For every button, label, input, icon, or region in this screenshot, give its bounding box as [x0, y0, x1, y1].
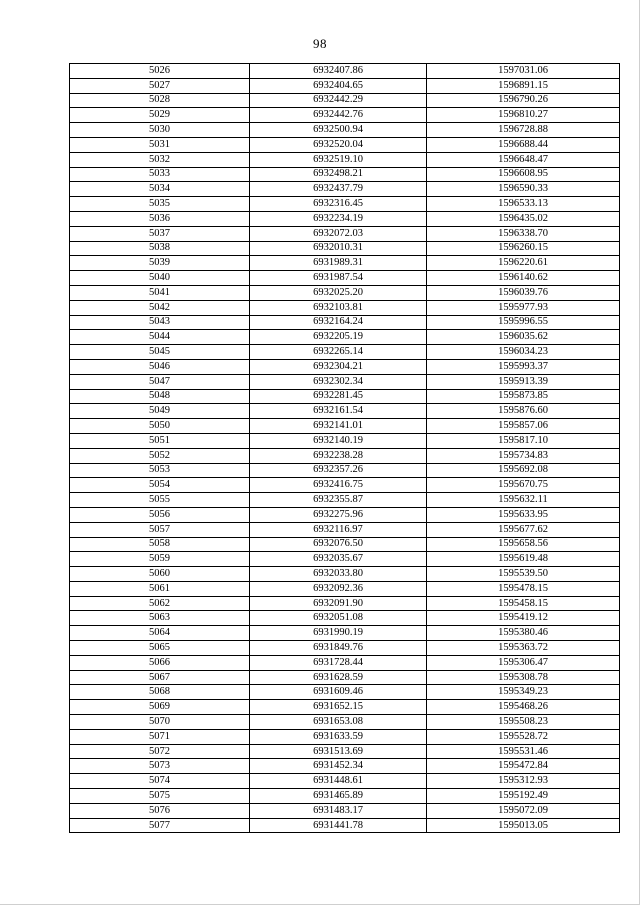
x-coordinate-cell: 6932010.31 [250, 241, 427, 256]
y-coordinate-cell: 1595539.50 [427, 567, 620, 582]
point-number-cell: 5051 [70, 433, 250, 448]
table-row [70, 715, 620, 730]
table-row [70, 404, 620, 419]
x-coordinate-cell: 6932092.36 [250, 581, 427, 596]
x-coordinate-cell: 6931448.61 [250, 774, 427, 789]
y-coordinate-cell: 1596608.95 [427, 167, 620, 182]
y-coordinate-cell: 1595677.62 [427, 522, 620, 537]
point-number-cell: 5033 [70, 167, 250, 182]
y-coordinate-cell: 1596140.62 [427, 271, 620, 286]
table-row [70, 759, 620, 774]
table-row [70, 359, 620, 374]
point-number-cell: 5054 [70, 478, 250, 493]
table-row [70, 641, 620, 656]
y-coordinate-cell: 1596688.44 [427, 137, 620, 152]
table-row [70, 700, 620, 715]
point-number-cell: 5042 [70, 300, 250, 315]
x-coordinate-cell: 6932275.96 [250, 507, 427, 522]
x-coordinate-cell: 6932035.67 [250, 552, 427, 567]
table-row [70, 463, 620, 478]
y-coordinate-cell: 1595913.39 [427, 374, 620, 389]
table-row [70, 507, 620, 522]
y-coordinate-cell: 1595857.06 [427, 419, 620, 434]
y-coordinate-cell: 1595312.93 [427, 774, 620, 789]
y-coordinate-cell: 1595977.93 [427, 300, 620, 315]
table-row [70, 226, 620, 241]
x-coordinate-cell: 6932116.97 [250, 522, 427, 537]
point-number-cell: 5030 [70, 123, 250, 138]
x-coordinate-cell: 6931609.46 [250, 685, 427, 700]
table-row [70, 93, 620, 108]
table-row [70, 655, 620, 670]
table-row [70, 670, 620, 685]
table-row [70, 182, 620, 197]
x-coordinate-cell: 6931452.34 [250, 759, 427, 774]
table-row [70, 448, 620, 463]
y-coordinate-cell: 1595192.49 [427, 789, 620, 804]
table-row [70, 64, 620, 79]
y-coordinate-cell: 1596728.88 [427, 123, 620, 138]
point-number-cell: 5038 [70, 241, 250, 256]
table-row [70, 596, 620, 611]
y-coordinate-cell: 1595349.23 [427, 685, 620, 700]
x-coordinate-cell: 6932304.21 [250, 359, 427, 374]
y-coordinate-cell: 1595419.12 [427, 611, 620, 626]
x-coordinate-cell: 6932355.87 [250, 493, 427, 508]
table-row [70, 123, 620, 138]
x-coordinate-cell: 6931652.15 [250, 700, 427, 715]
point-number-cell: 5034 [70, 182, 250, 197]
table-row [70, 330, 620, 345]
x-coordinate-cell: 6932519.10 [250, 152, 427, 167]
y-coordinate-cell: 1595528.72 [427, 729, 620, 744]
y-coordinate-cell: 1596810.27 [427, 108, 620, 123]
table-row [70, 300, 620, 315]
table-row [70, 478, 620, 493]
x-coordinate-cell: 6932076.50 [250, 537, 427, 552]
point-number-cell: 5048 [70, 389, 250, 404]
table-row [70, 493, 620, 508]
point-number-cell: 5032 [70, 152, 250, 167]
point-number-cell: 5040 [70, 271, 250, 286]
y-coordinate-cell: 1596590.33 [427, 182, 620, 197]
table-row [70, 818, 620, 833]
table-row [70, 774, 620, 789]
y-coordinate-cell: 1595670.75 [427, 478, 620, 493]
y-coordinate-cell: 1596220.61 [427, 256, 620, 271]
coordinates-table [69, 63, 620, 833]
point-number-cell: 5050 [70, 419, 250, 434]
table-row [70, 78, 620, 93]
table-row [70, 729, 620, 744]
table-row [70, 744, 620, 759]
table-row [70, 537, 620, 552]
y-coordinate-cell: 1595531.46 [427, 744, 620, 759]
x-coordinate-cell: 6931987.54 [250, 271, 427, 286]
point-number-cell: 5052 [70, 448, 250, 463]
y-coordinate-cell: 1596039.76 [427, 285, 620, 300]
point-number-cell: 5072 [70, 744, 250, 759]
y-coordinate-cell: 1595308.78 [427, 670, 620, 685]
y-coordinate-cell: 1595472.84 [427, 759, 620, 774]
x-coordinate-cell: 6932234.19 [250, 211, 427, 226]
point-number-cell: 5074 [70, 774, 250, 789]
table-row [70, 374, 620, 389]
x-coordinate-cell: 6931513.69 [250, 744, 427, 759]
y-coordinate-cell: 1595363.72 [427, 641, 620, 656]
x-coordinate-cell: 6932140.19 [250, 433, 427, 448]
table-row [70, 315, 620, 330]
x-coordinate-cell: 6932442.76 [250, 108, 427, 123]
x-coordinate-cell: 6931483.17 [250, 803, 427, 818]
point-number-cell: 5039 [70, 256, 250, 271]
table-row [70, 611, 620, 626]
y-coordinate-cell: 1595817.10 [427, 433, 620, 448]
point-number-cell: 5077 [70, 818, 250, 833]
y-coordinate-cell: 1597031.06 [427, 64, 620, 79]
point-number-cell: 5027 [70, 78, 250, 93]
table-row [70, 285, 620, 300]
x-coordinate-cell: 6931465.89 [250, 789, 427, 804]
x-coordinate-cell: 6932281.45 [250, 389, 427, 404]
y-coordinate-cell: 1596035.62 [427, 330, 620, 345]
point-number-cell: 5044 [70, 330, 250, 345]
y-coordinate-cell: 1595632.11 [427, 493, 620, 508]
table-row [70, 789, 620, 804]
y-coordinate-cell: 1595478.15 [427, 581, 620, 596]
y-coordinate-cell: 1596648.47 [427, 152, 620, 167]
coordinates-table-body [70, 64, 620, 833]
x-coordinate-cell: 6931633.59 [250, 729, 427, 744]
point-number-cell: 5026 [70, 64, 250, 79]
point-number-cell: 5037 [70, 226, 250, 241]
x-coordinate-cell: 6932033.80 [250, 567, 427, 582]
y-coordinate-cell: 1596533.13 [427, 197, 620, 212]
table-row [70, 167, 620, 182]
point-number-cell: 5065 [70, 641, 250, 656]
point-number-cell: 5061 [70, 581, 250, 596]
point-number-cell: 5067 [70, 670, 250, 685]
y-coordinate-cell: 1595619.48 [427, 552, 620, 567]
x-coordinate-cell: 6932205.19 [250, 330, 427, 345]
table-row [70, 581, 620, 596]
x-coordinate-cell: 6932141.01 [250, 419, 427, 434]
y-coordinate-cell: 1595508.23 [427, 715, 620, 730]
y-coordinate-cell: 1596790.26 [427, 93, 620, 108]
x-coordinate-cell: 6932091.90 [250, 596, 427, 611]
point-number-cell: 5062 [70, 596, 250, 611]
point-number-cell: 5070 [70, 715, 250, 730]
point-number-cell: 5071 [70, 729, 250, 744]
x-coordinate-cell: 6932407.86 [250, 64, 427, 79]
point-number-cell: 5069 [70, 700, 250, 715]
table-row [70, 256, 620, 271]
point-number-cell: 5041 [70, 285, 250, 300]
x-coordinate-cell: 6932498.21 [250, 167, 427, 182]
point-number-cell: 5053 [70, 463, 250, 478]
y-coordinate-cell: 1595072.09 [427, 803, 620, 818]
x-coordinate-cell: 6932520.04 [250, 137, 427, 152]
table-row [70, 271, 620, 286]
y-coordinate-cell: 1595692.08 [427, 463, 620, 478]
y-coordinate-cell: 1596891.15 [427, 78, 620, 93]
x-coordinate-cell: 6932025.20 [250, 285, 427, 300]
point-number-cell: 5076 [70, 803, 250, 818]
x-coordinate-cell: 6932103.81 [250, 300, 427, 315]
y-coordinate-cell: 1596338.70 [427, 226, 620, 241]
y-coordinate-cell: 1595013.05 [427, 818, 620, 833]
y-coordinate-cell: 1595734.83 [427, 448, 620, 463]
x-coordinate-cell: 6932238.28 [250, 448, 427, 463]
point-number-cell: 5059 [70, 552, 250, 567]
point-number-cell: 5064 [70, 626, 250, 641]
y-coordinate-cell: 1595876.60 [427, 404, 620, 419]
point-number-cell: 5063 [70, 611, 250, 626]
table-row [70, 567, 620, 582]
table-row [70, 152, 620, 167]
table-row [70, 433, 620, 448]
x-coordinate-cell: 6932500.94 [250, 123, 427, 138]
x-coordinate-cell: 6932164.24 [250, 315, 427, 330]
point-number-cell: 5068 [70, 685, 250, 700]
y-coordinate-cell: 1595380.46 [427, 626, 620, 641]
point-number-cell: 5058 [70, 537, 250, 552]
x-coordinate-cell: 6932416.75 [250, 478, 427, 493]
point-number-cell: 5055 [70, 493, 250, 508]
table-row [70, 241, 620, 256]
point-number-cell: 5035 [70, 197, 250, 212]
page-number: 98 [313, 36, 327, 51]
x-coordinate-cell: 6932161.54 [250, 404, 427, 419]
table-row [70, 137, 620, 152]
point-number-cell: 5075 [70, 789, 250, 804]
table-row [70, 626, 620, 641]
table-row [70, 389, 620, 404]
table-row [70, 685, 620, 700]
point-number-cell: 5045 [70, 345, 250, 360]
x-coordinate-cell: 6931990.19 [250, 626, 427, 641]
x-coordinate-cell: 6932302.34 [250, 374, 427, 389]
point-number-cell: 5057 [70, 522, 250, 537]
table-row [70, 108, 620, 123]
table-row [70, 211, 620, 226]
point-number-cell: 5056 [70, 507, 250, 522]
y-coordinate-cell: 1595873.85 [427, 389, 620, 404]
table-row [70, 552, 620, 567]
y-coordinate-cell: 1595458.15 [427, 596, 620, 611]
x-coordinate-cell: 6931653.08 [250, 715, 427, 730]
x-coordinate-cell: 6932357.26 [250, 463, 427, 478]
table-row [70, 522, 620, 537]
x-coordinate-cell: 6932404.65 [250, 78, 427, 93]
y-coordinate-cell: 1595658.56 [427, 537, 620, 552]
x-coordinate-cell: 6932437.79 [250, 182, 427, 197]
point-number-cell: 5046 [70, 359, 250, 374]
x-coordinate-cell: 6931628.59 [250, 670, 427, 685]
table-row [70, 419, 620, 434]
point-number-cell: 5060 [70, 567, 250, 582]
point-number-cell: 5049 [70, 404, 250, 419]
point-number-cell: 5031 [70, 137, 250, 152]
table-row [70, 197, 620, 212]
y-coordinate-cell: 1595306.47 [427, 655, 620, 670]
x-coordinate-cell: 6931849.76 [250, 641, 427, 656]
x-coordinate-cell: 6931441.78 [250, 818, 427, 833]
table-row [70, 345, 620, 360]
table-row [70, 803, 620, 818]
y-coordinate-cell: 1595993.37 [427, 359, 620, 374]
x-coordinate-cell: 6932442.29 [250, 93, 427, 108]
y-coordinate-cell: 1596260.15 [427, 241, 620, 256]
point-number-cell: 5036 [70, 211, 250, 226]
point-number-cell: 5029 [70, 108, 250, 123]
y-coordinate-cell: 1596034.23 [427, 345, 620, 360]
y-coordinate-cell: 1595468.26 [427, 700, 620, 715]
y-coordinate-cell: 1595996.55 [427, 315, 620, 330]
x-coordinate-cell: 6931728.44 [250, 655, 427, 670]
point-number-cell: 5066 [70, 655, 250, 670]
point-number-cell: 5047 [70, 374, 250, 389]
x-coordinate-cell: 6932316.45 [250, 197, 427, 212]
x-coordinate-cell: 6932051.08 [250, 611, 427, 626]
y-coordinate-cell: 1596435.02 [427, 211, 620, 226]
point-number-cell: 5043 [70, 315, 250, 330]
y-coordinate-cell: 1595633.95 [427, 507, 620, 522]
point-number-cell: 5073 [70, 759, 250, 774]
point-number-cell: 5028 [70, 93, 250, 108]
x-coordinate-cell: 6931989.31 [250, 256, 427, 271]
x-coordinate-cell: 6932265.14 [250, 345, 427, 360]
x-coordinate-cell: 6932072.03 [250, 226, 427, 241]
